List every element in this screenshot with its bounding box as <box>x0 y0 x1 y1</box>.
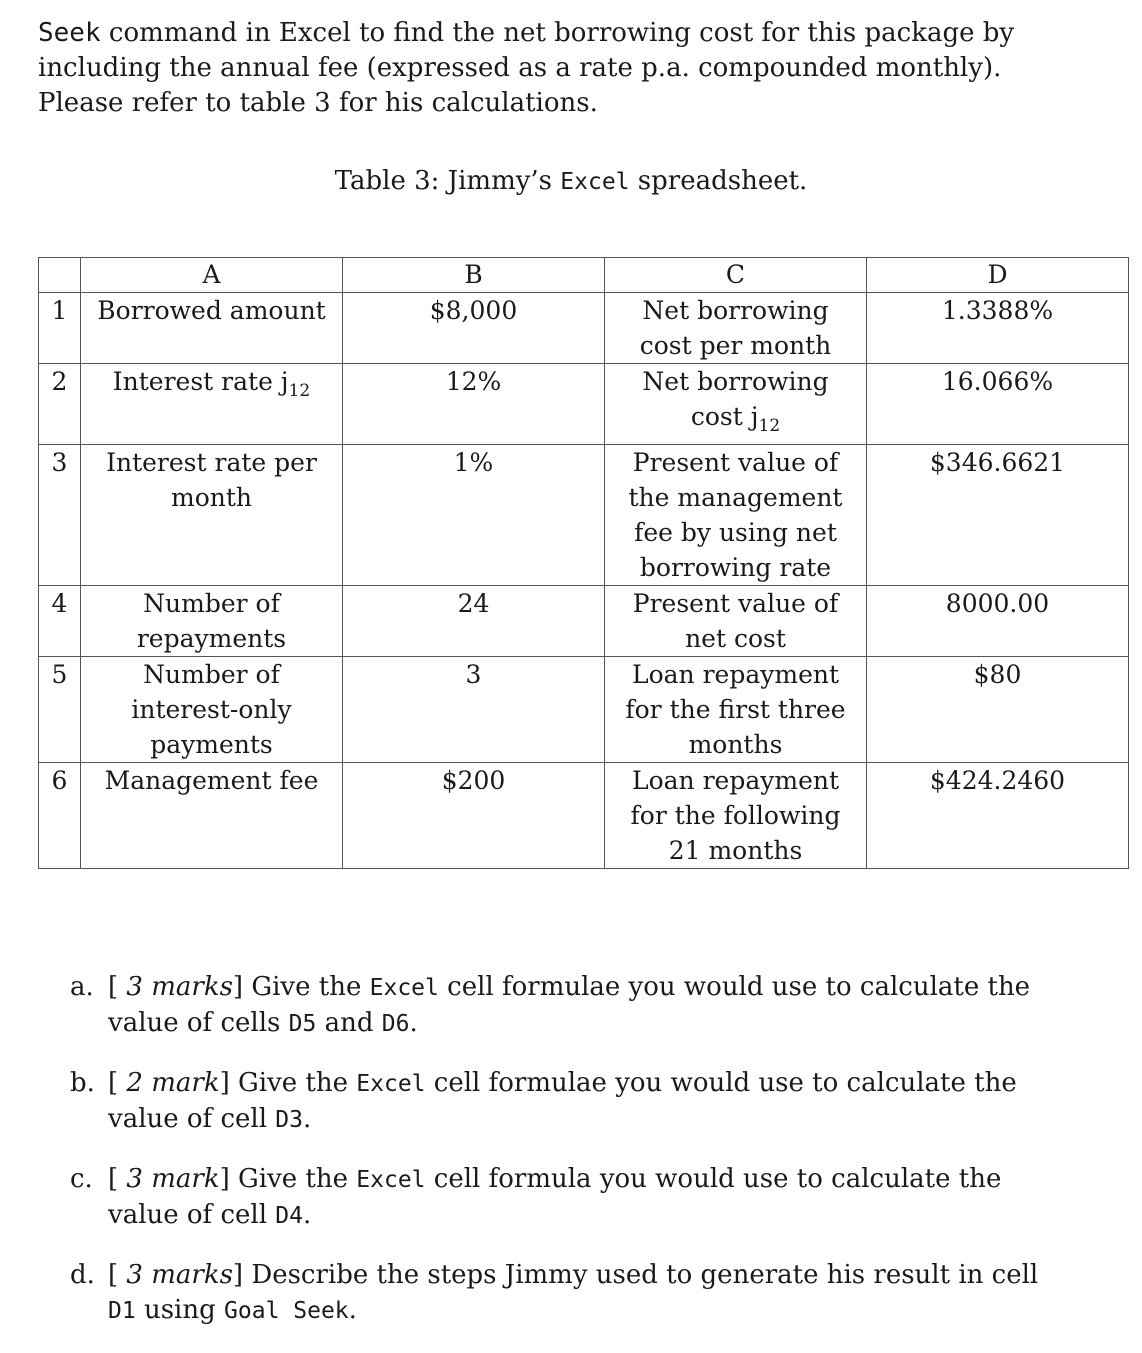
row-number: 6 <box>39 763 81 869</box>
table-row <box>39 364 1129 445</box>
cell-c3-line1: Present value of <box>632 448 839 477</box>
cell-a2-sub: 12 <box>288 381 311 401</box>
question-label: a. <box>70 972 94 1002</box>
question-marks: 2 mark <box>126 1068 220 1098</box>
caption-prefix: Table 3: Jimmy’s <box>334 166 561 196</box>
cell-a3-line1: Interest rate per <box>106 448 317 477</box>
cell-d3: $346.6621 <box>867 445 1129 586</box>
cell-a4-line2: repayments <box>136 624 287 653</box>
cell-c2 <box>605 364 867 445</box>
col-header-c: C <box>605 258 867 293</box>
cell-c2-sub: 12 <box>758 416 781 436</box>
cell-c3-line2: the management <box>628 483 843 512</box>
table-row <box>39 763 1129 869</box>
corner-cell <box>39 258 81 293</box>
cell-c4-line2: net cost <box>685 624 786 653</box>
question-text: [ 3 mark] Give the Excel cell formula you would use to calculate the value of cell D4. <box>108 1164 1002 1230</box>
cell-a5-line3: payments <box>150 730 273 759</box>
cell-a3 <box>81 445 343 586</box>
q-cell: D3 <box>275 1107 303 1133</box>
q-pre: Give the <box>229 1068 357 1098</box>
intro-paragraph <box>38 16 1068 121</box>
cell-c2-line1: Net borrowing <box>642 367 829 396</box>
col-header-b: B <box>343 258 605 293</box>
q-cell: D1 <box>108 1298 136 1324</box>
row-number: 3 <box>39 445 81 586</box>
question-label: b. <box>70 1068 95 1098</box>
cell-d1: 1.3388% <box>867 293 1129 364</box>
cell-c3-line4: borrowing rate <box>639 553 832 582</box>
cell-a2 <box>81 364 343 445</box>
question-label: c. <box>70 1164 93 1194</box>
question-b <box>70 1066 1070 1138</box>
cell-c5-line2: for the first three <box>625 695 846 724</box>
cell-a4-line1: Number of <box>143 589 280 618</box>
question-list <box>70 970 1070 1353</box>
caption-suffix: spreadsheet. <box>629 166 808 196</box>
q-mid: cell formulae you would use to calculate the value of cell <box>108 1068 1017 1134</box>
q-pre: Describe the steps Jimmy used to generate his result in cell <box>243 1260 1039 1290</box>
question-label: d. <box>70 1260 95 1290</box>
cell-d4: 8000.00 <box>867 586 1129 657</box>
question-d <box>70 1258 1070 1329</box>
cell-b2: 12% <box>343 364 605 445</box>
cell-a1: Borrowed amount <box>81 293 343 364</box>
q-and: and <box>316 1008 382 1038</box>
q-mid: cell formula you would use to calculate the value of cell <box>108 1164 1002 1230</box>
cell-c3-line3: fee by using net <box>634 518 837 547</box>
cell-b6: $200 <box>343 763 605 869</box>
q-cell: D5 <box>288 1011 317 1037</box>
cell-c2-line2 <box>605 399 866 444</box>
question-text: [ 3 marks] Describe the steps Jimmy used to generate his result in cell D1 using Goal Seek. <box>108 1260 1039 1325</box>
cell-c5-line1: Loan repayment <box>631 660 840 689</box>
question-text: [ 3 marks] Give the Excel cell formulae you would use to calculate the value of cells D5 and D6. <box>108 972 1031 1038</box>
cell-c1-line2: cost per month <box>639 331 832 360</box>
q-code: Excel <box>356 1167 426 1193</box>
code-seek: Seek <box>38 18 101 48</box>
cell-c6-line3: 21 months <box>668 836 803 865</box>
q-code: Excel <box>356 1071 426 1097</box>
cell-a2-text: Interest rate j <box>112 367 289 396</box>
cell-a6: Management fee <box>81 763 343 869</box>
cell-a5 <box>81 657 343 763</box>
cell-c5 <box>605 657 867 763</box>
q-end: . <box>409 1008 418 1038</box>
question-marks: 3 marks <box>126 1260 233 1290</box>
intro-text: command in Excel to find the net borrowing cost for this package by including the annual fee (expressed as a rate p.a. compounded monthly). Please refer to table 3 for his calculations. <box>38 18 1015 118</box>
spreadsheet-table <box>38 257 1129 869</box>
cell-a5-line1: Number of <box>143 660 280 689</box>
cell-b4: 24 <box>343 586 605 657</box>
q-mid: cell formulae you would use to calculate the value of cells <box>108 972 1031 1038</box>
question-c <box>70 1162 1070 1234</box>
caption-code: Excel <box>560 169 630 195</box>
cell-c2-line2-text: cost j <box>690 402 759 431</box>
cell-c5-line3: months <box>688 730 783 759</box>
cell-c4 <box>605 586 867 657</box>
header-row <box>39 258 1129 293</box>
q-pre: Give the <box>229 1164 357 1194</box>
cell-d6: $424.2460 <box>867 763 1129 869</box>
question-marks: 3 marks <box>126 972 233 1002</box>
cell-c4-line1: Present value of <box>632 589 839 618</box>
cell-c1-line1: Net borrowing <box>642 296 829 325</box>
cell-c1 <box>605 293 867 364</box>
cell-c6-line2: for the following <box>630 801 841 830</box>
q-cell: D4 <box>275 1203 303 1229</box>
q-cell2: D6 <box>381 1011 410 1037</box>
cell-b3: 1% <box>343 445 605 586</box>
question-marks: 3 mark <box>126 1164 220 1194</box>
cell-c6-line1: Loan repayment <box>631 766 840 795</box>
cell-c3 <box>605 445 867 586</box>
q-end: . <box>348 1295 357 1325</box>
table-row <box>39 293 1129 364</box>
q-end: . <box>303 1200 312 1230</box>
cell-a3-line2: month <box>170 483 252 512</box>
row-number: 1 <box>39 293 81 364</box>
q-code: Excel <box>369 975 439 1001</box>
cell-c6 <box>605 763 867 869</box>
row-number: 5 <box>39 657 81 763</box>
q-mid: using <box>135 1295 225 1325</box>
cell-a5-line2: interest-only <box>131 695 292 724</box>
col-header-a: A <box>81 258 343 293</box>
question-a <box>70 970 1070 1042</box>
table-row <box>39 445 1129 586</box>
col-header-d: D <box>867 258 1129 293</box>
row-number: 4 <box>39 586 81 657</box>
table-caption <box>0 164 1142 200</box>
table-row <box>39 657 1129 763</box>
cell-d2: 16.066% <box>867 364 1129 445</box>
cell-d5: $80 <box>867 657 1129 763</box>
q-code: Goal Seek <box>224 1298 349 1324</box>
q-pre: Give the <box>243 972 370 1002</box>
table-row <box>39 586 1129 657</box>
row-number: 2 <box>39 364 81 445</box>
question-text: [ 2 mark] Give the Excel cell formulae you would use to calculate the value of cell D3. <box>108 1068 1017 1134</box>
cell-b5: 3 <box>343 657 605 763</box>
q-end: . <box>303 1104 312 1134</box>
cell-b1: $8,000 <box>343 293 605 364</box>
cell-a4 <box>81 586 343 657</box>
